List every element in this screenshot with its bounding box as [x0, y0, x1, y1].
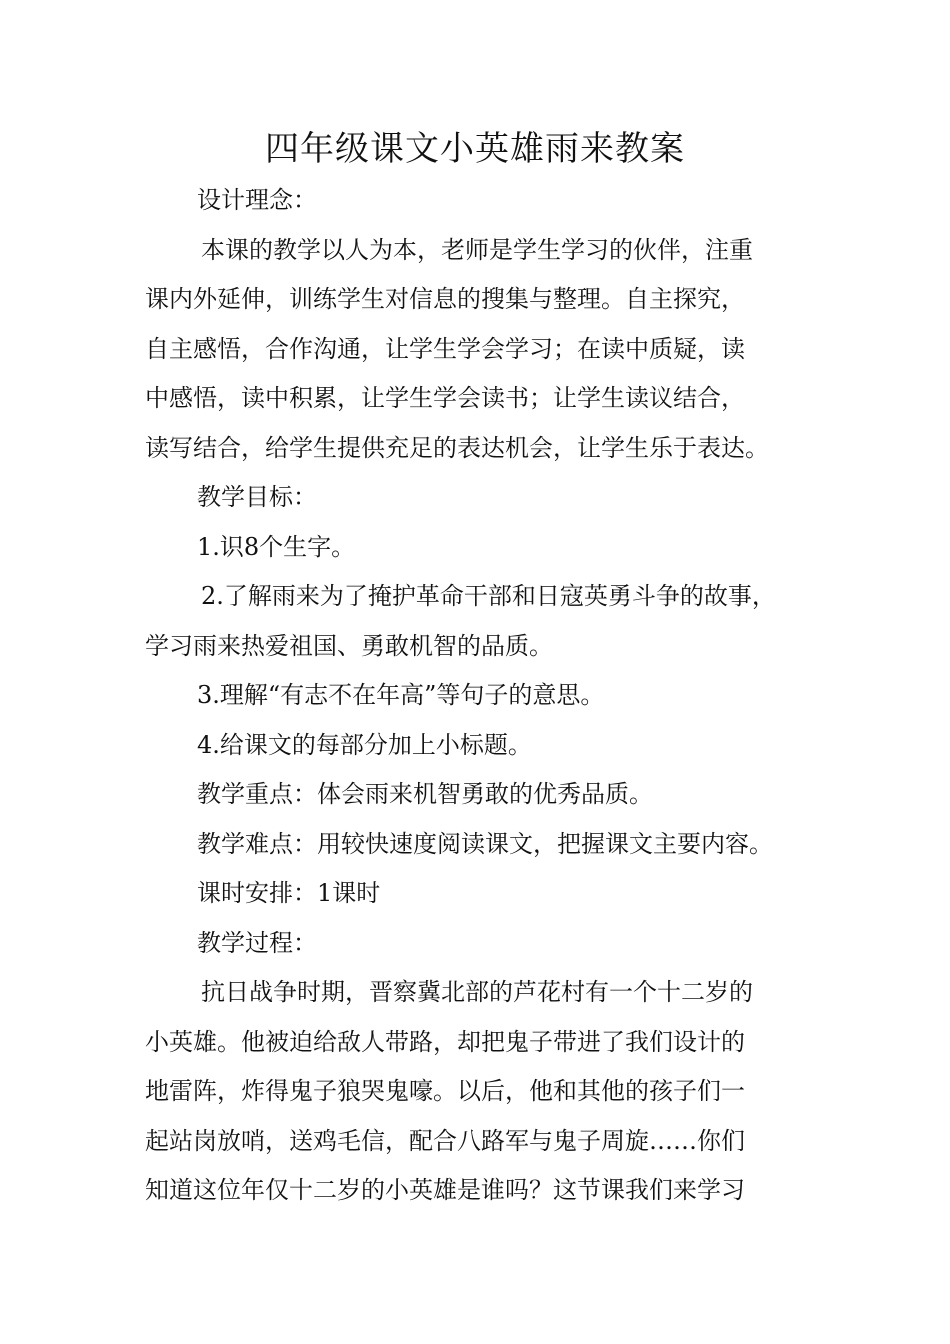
paragraph-line: 起站岗放哨，送鸡毛信，配合八路军与鬼子周旋……你们 [145, 1126, 745, 1155]
goal-item: 1.识8个生字。 [197, 532, 356, 561]
teaching-difficulty: 教学难点：用较快速度阅读课文，把握课文主要内容。 [197, 829, 773, 858]
goal-item: 3.理解“有志不在年高”等句子的意思。 [197, 681, 605, 709]
paragraph-line: 小英雄。他被迫给敌人带路，却把鬼子带进了我们设计的 [145, 1027, 745, 1056]
paragraph-line: 本课的教学以人为本，老师是学生学习的伙伴，注重 [201, 235, 753, 264]
section-heading-design-concept: 设计理念： [197, 186, 317, 214]
goal-item: 2.了解雨来为了掩护革命干部和日寇英勇斗争的故事， [201, 582, 776, 610]
teaching-focus: 教学重点：体会雨来机智勇敢的优秀品质。 [197, 780, 653, 808]
paragraph-line: 中感悟，读中积累，让学生学会读书；让学生读议结合， [145, 384, 745, 412]
paragraph-line: 抗日战争时期，晋察冀北部的芦花村有一个十二岁的 [201, 978, 753, 1006]
document-body [145, 176, 815, 1216]
paragraph-line: 自主感悟，合作沟通，让学生学会学习；在读中质疑，读 [145, 334, 745, 363]
paragraph-line: 地雷阵，炸得鬼子狼哭鬼嚎。以后，他和其他的孩子们一 [145, 1077, 745, 1105]
goal-item: 4.给课文的每部分加上小标题。 [197, 730, 532, 759]
document-title: 四年级课文小英雄雨来教案 [265, 129, 685, 169]
paragraph-line: 知道这位年仅十二岁的小英雄是谁吗？这节课我们来学习 [145, 1176, 745, 1204]
paragraph-line: 读写结合，给学生提供充足的表达机会，让学生乐于表达。 [145, 433, 769, 462]
goal-item-continuation: 学习雨来热爱祖国、勇敢机智的品质。 [145, 631, 553, 660]
paragraph-line: 课内外延伸，训练学生对信息的搜集与整理。自主探究， [145, 285, 745, 313]
section-heading-teaching-goals: 教学目标： [197, 483, 317, 511]
class-schedule: 课时安排：1课时 [197, 879, 381, 907]
section-heading-teaching-process: 教学过程： [197, 928, 317, 957]
